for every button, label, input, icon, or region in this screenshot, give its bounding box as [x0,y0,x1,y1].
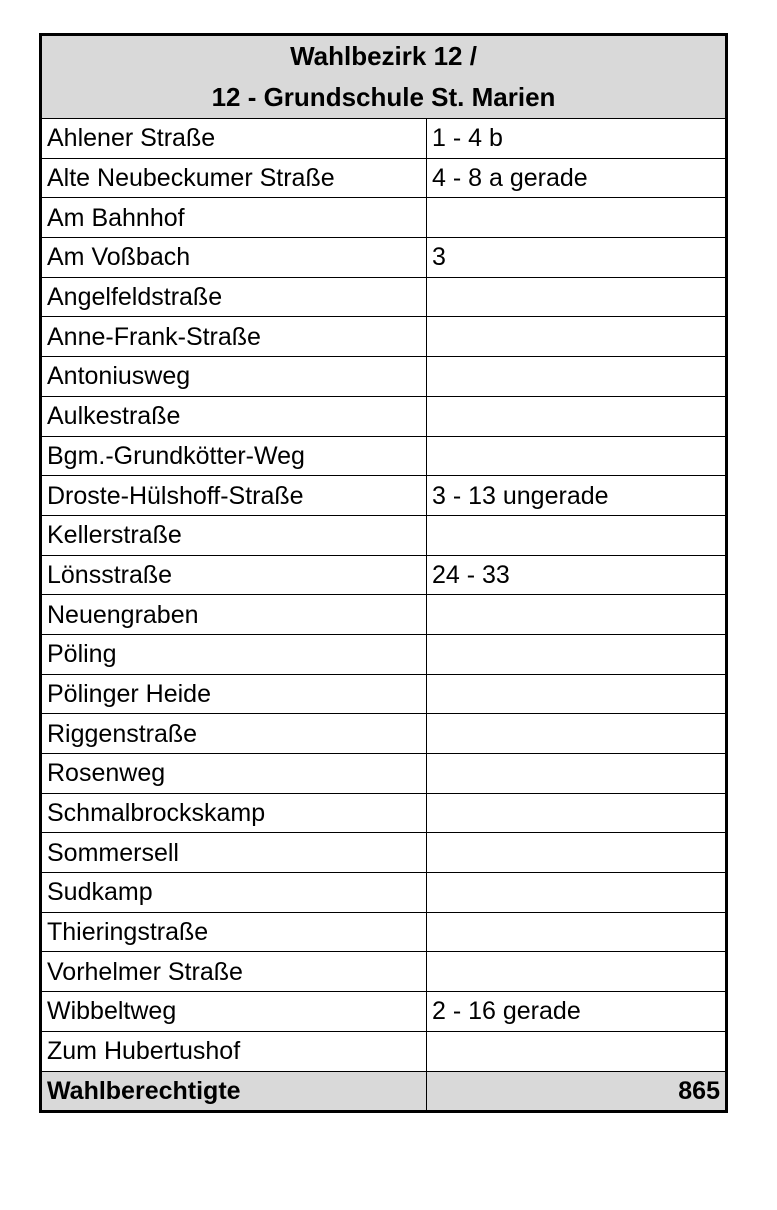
total-row [42,1071,726,1111]
table-row [42,833,726,873]
house-number-range [427,912,726,952]
house-number-range [427,754,726,794]
table-row [42,555,726,595]
street-name: Rosenweg [42,754,427,794]
street-name: Kellerstraße [42,515,427,555]
street-name: Aulkestraße [42,396,427,436]
house-number-range [427,833,726,873]
house-number-range: 3 - 13 ungerade [427,476,726,516]
table-row [42,317,726,357]
house-number-range [427,515,726,555]
house-number-range [427,1031,726,1071]
street-name: Lönsstraße [42,555,427,595]
table-row [42,754,726,794]
table-row [42,714,726,754]
house-number-range [427,357,726,397]
street-name: Schmalbrockskamp [42,793,427,833]
street-name: Droste-Hülshoff-Straße [42,476,427,516]
table-row [42,119,726,159]
house-number-range [427,595,726,635]
table-row [42,873,726,913]
house-number-range [427,634,726,674]
house-number-range [427,277,726,317]
house-number-range: 24 - 33 [427,555,726,595]
street-rows [42,119,726,1072]
street-name: Antoniusweg [42,357,427,397]
total-value: 865 [427,1071,726,1111]
header-row [42,36,726,119]
table-row [42,436,726,476]
table-row [42,158,726,198]
table-row [42,238,726,278]
house-number-range [427,714,726,754]
street-name: Pölinger Heide [42,674,427,714]
table-row [42,912,726,952]
table-row [42,595,726,635]
street-name: Anne-Frank-Straße [42,317,427,357]
house-number-range: 2 - 16 gerade [427,992,726,1032]
house-number-range [427,793,726,833]
street-name: Bgm.-Grundkötter-Weg [42,436,427,476]
house-number-range [427,396,726,436]
table-row [42,476,726,516]
house-number-range [427,317,726,357]
table-row [42,198,726,238]
street-name: Wibbeltweg [42,992,427,1032]
house-number-range [427,952,726,992]
street-name: Vorhelmer Straße [42,952,427,992]
table-row [42,992,726,1032]
house-number-range [427,674,726,714]
street-name: Sommersell [42,833,427,873]
street-name: Alte Neubeckumer Straße [42,158,427,198]
street-name: Sudkamp [42,873,427,913]
polling-district-sheet [39,33,728,1113]
street-name: Neuengraben [42,595,427,635]
table-row [42,396,726,436]
total-label: Wahlberechtigte [42,1071,427,1111]
table-row [42,515,726,555]
house-number-range [427,436,726,476]
street-name: Ahlener Straße [42,119,427,159]
district-title [42,36,726,119]
house-number-range: 1 - 4 b [427,119,726,159]
table-row [42,1031,726,1071]
street-name: Thieringstraße [42,912,427,952]
street-table [41,35,726,1111]
street-name: Am Voßbach [42,238,427,278]
table-row [42,357,726,397]
table-row [42,277,726,317]
district-title-line1: Wahlbezirk 12 / [290,41,477,71]
street-name: Angelfeldstraße [42,277,427,317]
street-name: Pöling [42,634,427,674]
street-name: Zum Hubertushof [42,1031,427,1071]
house-number-range: 4 - 8 a gerade [427,158,726,198]
house-number-range [427,873,726,913]
house-number-range [427,198,726,238]
street-name: Am Bahnhof [42,198,427,238]
table-row [42,793,726,833]
street-name: Riggenstraße [42,714,427,754]
house-number-range: 3 [427,238,726,278]
table-row [42,634,726,674]
district-title-line2: 12 - Grundschule St. Marien [211,82,556,112]
table-row [42,674,726,714]
table-row [42,952,726,992]
